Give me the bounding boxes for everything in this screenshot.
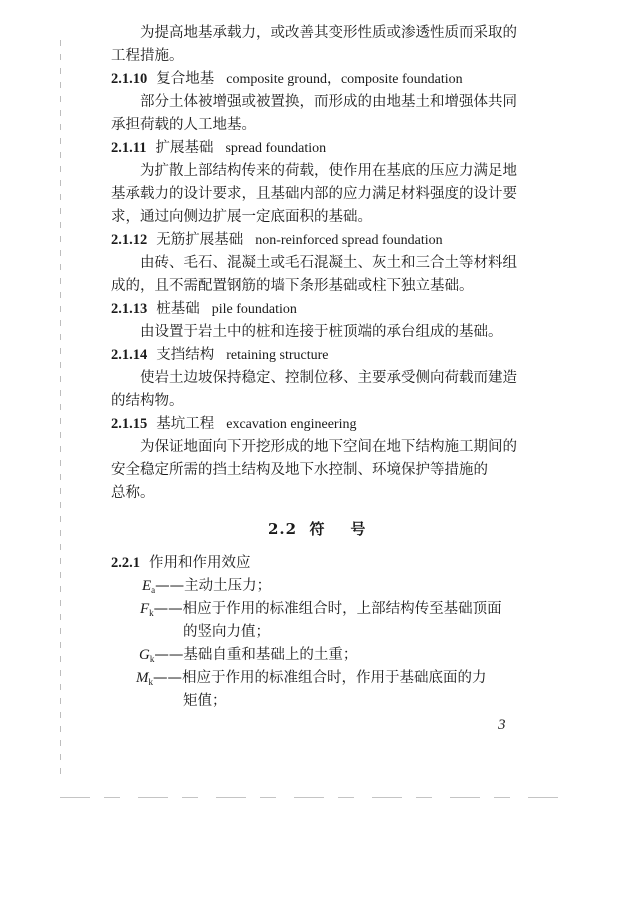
clause-title: 作用和作用效应 [149,555,251,571]
term-entry-2-1-15 [111,414,356,435]
term-chinese: 复合地基 [156,71,215,87]
symbol-description: ——相应于作用的标准组合时，作用于基础底面的力 [153,670,487,686]
term-english: excavation engineering [226,417,357,432]
term-chinese: 基坑工程 [156,416,215,432]
paragraph-line: 使岩土边坡保持稳定、控制位移、主要承受侧向荷载而建造 [140,370,517,386]
symbol-description: ——主动土压力； [155,578,272,594]
symbol-description: ——基础自重和基础上的土重； [154,647,358,663]
paragraph-line: 由设置于岩土中的桩和连接于桩顶端的承台组成的基础。 [140,324,503,340]
symbol-group-title [111,553,251,573]
symbol: $E_a$ [142,578,156,595]
paragraph-line: 成的，且不需配置钢筋的墙下条形基础或柱下独立基础。 [111,278,474,294]
term-chinese: 无筋扩展基础 [156,232,244,248]
term-english: pile foundation [211,302,297,317]
paragraph-line: 工程措施。 [111,48,184,64]
paragraph-line: 为提高地基承载力，或改善其变形性质或渗透性质而采取的 [140,25,517,41]
symbol: $G_k$ [139,647,155,664]
symbol-description-continued: 的竖向力值； [183,624,270,640]
paragraph-line: 基承载力的设计要求，且基础内部的应力满足材料强度的设计要 [111,186,517,202]
paragraph-line: 为扩散上部结构传来的荷载，使作用在基底的压应力满足地 [140,163,517,179]
clause-number: 2.1.10 [111,71,148,87]
paragraph-line: 部分土体被增强或被置换，而形成的由地基土和增强体共同 [140,94,517,110]
paragraph-line: 由砖、毛石、混凝土或毛石混凝土、灰土和三合土等材料组 [140,255,517,271]
term-entry-2-1-12 [111,230,443,251]
section-heading: 2.2 符 号 [268,520,367,538]
clause-number: 2.1.11 [111,140,147,156]
clause-number: 2.1.13 [111,301,148,317]
term-english: retaining structure [226,348,329,363]
scan-margin-line [60,40,61,780]
page-number: 3 [498,717,506,733]
paragraph-line: 安全稳定所需的挡土结构及地下水控制、环境保护等措施的 [111,462,488,478]
symbol-description: ——相应于作用的标准组合时，上部结构传至基础顶面 [153,601,502,617]
clause-number: 2.1.15 [111,416,148,432]
term-chinese: 桩基础 [156,301,200,317]
symbol-entry-gk [139,645,357,669]
scan-bottom-edge [60,797,570,798]
paragraph-line: 为保证地面向下开挖形成的地下空间在地下结构施工期间的 [140,439,517,455]
symbol: $F_k$ [140,601,154,618]
term-english: spread foundation [225,141,327,156]
term-chinese: 支挡结构 [156,347,215,363]
clause-number: 2.1.14 [111,347,148,363]
clause-number: 2.1.12 [111,232,148,248]
symbol: $M_k$ [136,670,153,687]
paragraph-line: 总称。 [111,485,155,501]
term-entry-2-1-14 [111,345,329,366]
symbol-description-continued: 矩值； [183,693,227,709]
term-entry-2-1-13 [111,299,297,320]
paragraph-line: 承担荷载的人工地基。 [111,117,256,133]
term-entry-2-1-10 [111,69,463,90]
clause-number: 2.2.1 [111,555,140,571]
term-english: composite ground，composite foundation [226,72,463,87]
symbol-entry-ea [142,576,271,600]
paragraph-line: 求，通过向侧边扩展一定底面积的基础。 [111,209,372,225]
term-chinese: 扩展基础 [155,140,214,156]
paragraph-line: 的结构物。 [111,393,184,409]
symbol-entry-fk [140,599,502,623]
term-english: non-reinforced spread foundation [255,233,443,248]
symbol-entry-mk [136,668,487,692]
term-entry-2-1-11 [111,138,326,159]
